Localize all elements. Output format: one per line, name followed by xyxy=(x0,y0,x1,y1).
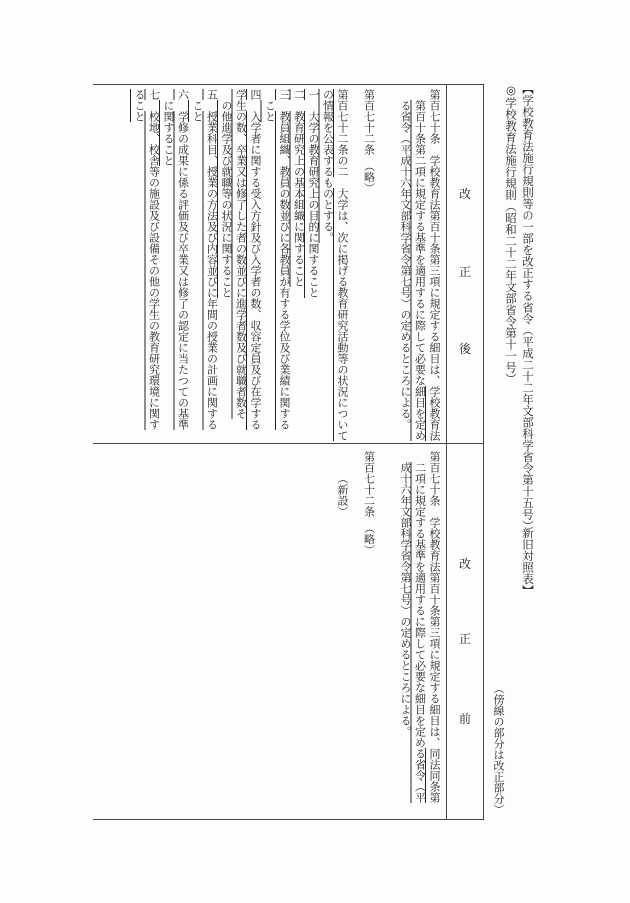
amended-segment: 大学の教育研究上の目的に関すること xyxy=(307,111,320,298)
text-line xyxy=(412,451,427,813)
text-line xyxy=(398,89,413,441)
header-after-char: 正 xyxy=(459,265,472,279)
amended-segment: 一 xyxy=(307,89,320,100)
document-title-suffix: 新旧対照表】 xyxy=(521,527,535,596)
text-line xyxy=(361,451,376,813)
header-before-char: 前 xyxy=(459,712,472,726)
text-line xyxy=(335,89,350,441)
amended-segment: 入学者に関する受入方針及び入学者の数、収容定員及び在学する xyxy=(249,111,262,430)
document-title: 【学校教育法施行規則等の一部を改正する省令（平成二十二年文部科学省令第十五号） xyxy=(521,83,535,532)
amended-segment: の他進学及び就職等の状況に関すること xyxy=(220,100,233,298)
amended-segment: 四 xyxy=(249,89,262,100)
text-line xyxy=(248,89,263,441)
text-line xyxy=(427,89,442,441)
row-divider xyxy=(93,443,483,444)
text-line xyxy=(132,89,147,441)
text-segment xyxy=(206,100,219,111)
underline-note: （傍線の部分は改正部分） xyxy=(492,683,505,815)
text-line xyxy=(204,89,219,441)
amended-segment: 校地、校舎等の施設及び設備その他の学生の教育研究環境に関す xyxy=(147,111,161,430)
header-after-char: 後 xyxy=(459,342,472,356)
text-segment: 第百七十条 学校教育法第百十条第三項に規定する細目は、 xyxy=(428,89,441,386)
text-segment xyxy=(177,100,190,111)
amended-segment: こと xyxy=(191,100,204,122)
text-line xyxy=(277,89,292,441)
text-segment xyxy=(249,100,262,111)
text-segment xyxy=(278,100,291,111)
amended-segment: ること xyxy=(133,89,146,122)
text-line xyxy=(320,89,335,441)
text-line xyxy=(335,451,350,813)
text-line xyxy=(306,89,321,441)
text-line xyxy=(219,89,234,441)
text-line xyxy=(146,89,161,441)
amended-segment: 学修の成果に係る評価及び卒業又は修了の認定に当たつての基準 xyxy=(176,111,190,430)
amended-segment: 教育研究上の基本組織に関すること xyxy=(292,111,306,287)
amended-segment: こと xyxy=(263,100,277,122)
amended-segment: 二項に規定する基準を適用するに際して必要な細目を定める省令（平 xyxy=(413,462,427,803)
text-line xyxy=(291,89,306,441)
original-text xyxy=(335,451,442,813)
text-line xyxy=(412,89,427,441)
amended-segment: 大学は、次に掲げる教育研究活動等の状況について xyxy=(336,188,349,441)
text-line xyxy=(190,89,205,441)
text-segment xyxy=(293,100,306,111)
amended-segment: に関すること xyxy=(162,100,175,166)
amended-segment: 第百七十二条の二 xyxy=(336,89,349,177)
amended-segment: 五 xyxy=(205,89,219,100)
header-before-char: 改 xyxy=(459,557,472,571)
text-segment xyxy=(307,100,320,111)
comparison-table xyxy=(93,84,484,820)
amended-segment: 七 xyxy=(147,89,161,100)
text-line xyxy=(427,451,442,813)
amended-segment: 六 xyxy=(176,89,190,100)
text-segment: 成十六年文部科学省令第七号）の定めるところによる。 xyxy=(399,462,412,737)
header-after-char: 改 xyxy=(459,187,472,201)
text-line xyxy=(175,89,190,441)
header-before-char: 正 xyxy=(459,632,472,646)
text-segment: 第百七十二条 （略） xyxy=(362,451,376,556)
text-line xyxy=(161,89,176,441)
regulation-name: ◎学校教育法施行規則（昭和二十二年文部省令第十一号） xyxy=(504,83,518,385)
amended-segment: の情報を公表するものとする。 xyxy=(321,89,335,243)
amended-segment: 学生の数、卒業又は修了した者の数並びに進学者数及び就職者数そ xyxy=(234,89,248,419)
text-segment: 第百七十条 学校教育法第百十条第三項に規定する細目は、 xyxy=(428,451,441,748)
text-line xyxy=(361,89,376,441)
text-line xyxy=(233,89,248,441)
text-segment: 第百七十二条 （略） xyxy=(362,89,376,194)
amended-segment: 同法同条第 xyxy=(428,748,441,803)
text-segment: （新設） xyxy=(336,473,349,517)
amended-segment: 二 xyxy=(292,89,306,100)
text-segment: る省令（平成十六年文部科学省令第七号）の定めるところによる。 xyxy=(399,100,412,430)
amended-segment: 第百十条第二項に規定する基準を適用するに際して必要な細目を定め xyxy=(413,100,427,441)
text-segment xyxy=(148,100,161,111)
text-line xyxy=(262,89,277,441)
amended-segment: 三 xyxy=(278,89,291,100)
amended-segment: 教員組織、教員の数並びに各教員が有する学位及び業績に関する xyxy=(278,111,291,430)
header-column xyxy=(446,85,483,819)
amended-segment: 学校教育法 xyxy=(428,386,441,441)
amended-text xyxy=(132,89,442,441)
text-segment xyxy=(336,177,349,188)
amended-segment: 授業科目、授業の方法及び内容並びに年間の授業の計画に関する xyxy=(205,111,219,430)
text-line xyxy=(398,451,413,813)
